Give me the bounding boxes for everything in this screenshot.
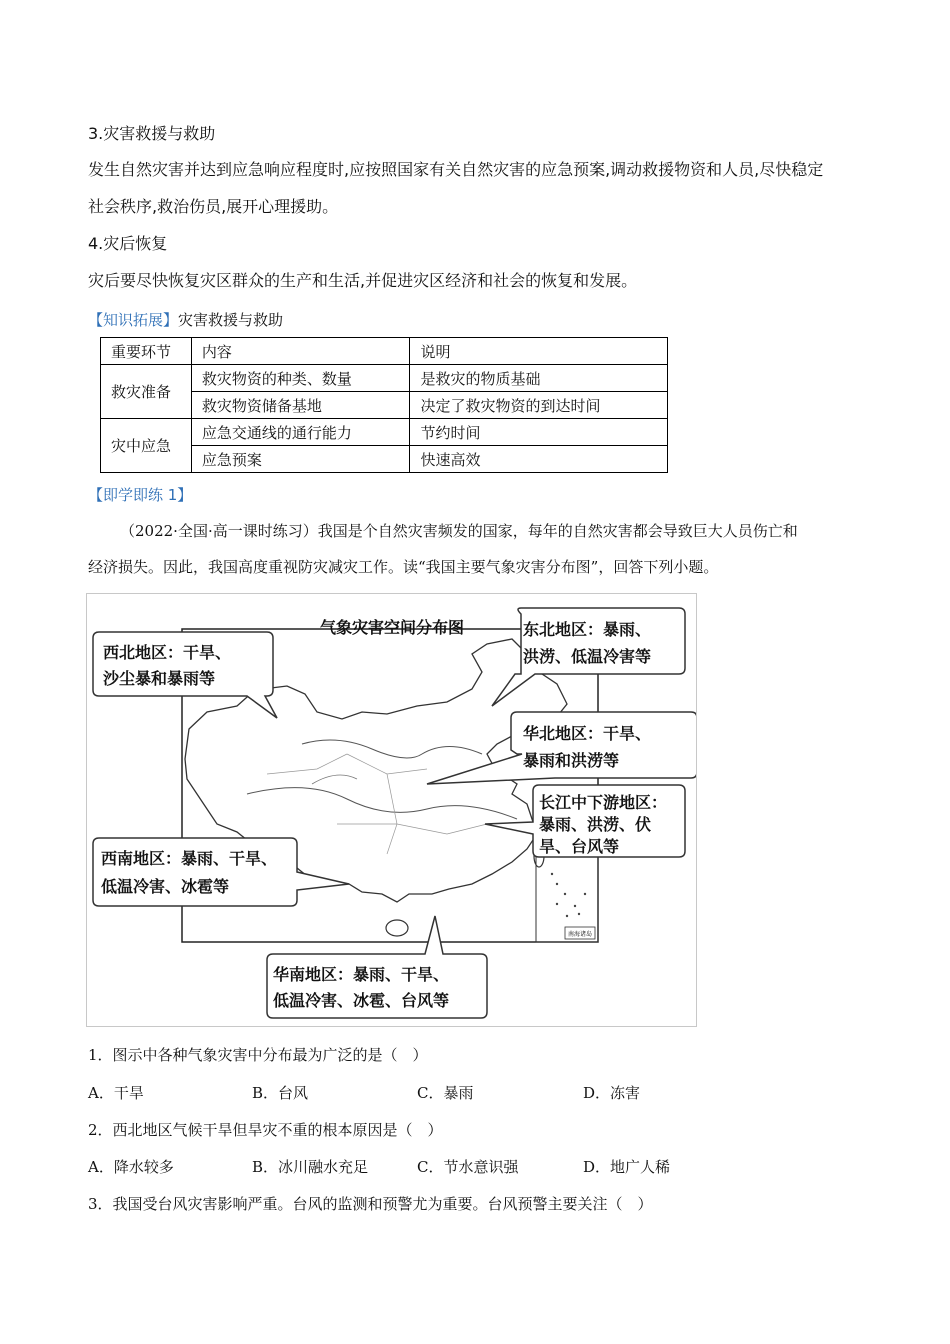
callout-south-china-line2: 低温冷害、冰雹、台风等 xyxy=(273,991,450,1010)
callout-northwest-line1: 西北地区：干旱、 xyxy=(103,643,232,662)
callout-south-china xyxy=(267,916,487,1018)
callout-north-china-bubble xyxy=(427,712,696,784)
yellow-river xyxy=(302,740,482,758)
knowledge-tag: 【知识拓展】 xyxy=(88,311,179,329)
question-2-stem: 2．西北地区气候干旱但旱灾不重的根本原因是（ ） xyxy=(88,1121,443,1139)
map-title: 气象灾害空间分布图 xyxy=(319,618,465,637)
table-header: 说明 xyxy=(410,338,668,365)
question-1-option-d[interactable]: D．冻害 xyxy=(583,1084,641,1102)
table-cell: 应急预案 xyxy=(191,446,410,473)
callout-north-china xyxy=(427,712,696,784)
table-cell: 节约时间 xyxy=(410,419,668,446)
callout-northeast-line1: 东北地区：暴雨、 xyxy=(523,620,652,639)
callout-north-china-line1: 华北地区：干旱、 xyxy=(523,724,652,743)
table-cell: 是救灾的物质基础 xyxy=(410,365,668,392)
table-cell: 应急交通线的通行能力 xyxy=(191,419,410,446)
callout-southwest-line2: 低温冷害、冰雹等 xyxy=(101,877,230,896)
callout-yangtze-line1: 长江中下游地区： xyxy=(539,793,668,812)
river-branch xyxy=(312,775,357,784)
section-3-title: 3.灾害救援与救助 xyxy=(88,124,216,143)
province-lines xyxy=(267,754,487,854)
table-cell: 决定了救灾物资的到达时间 xyxy=(410,392,668,419)
callout-north-china-line2: 暴雨和洪涝等 xyxy=(523,751,620,770)
disaster-map xyxy=(87,594,696,1026)
section-4-title: 4.灾后恢复 xyxy=(88,234,168,253)
table-group-cell: 救灾准备 xyxy=(101,365,192,419)
knowledge-table xyxy=(100,337,668,473)
inset-label: 南海诸岛 xyxy=(567,931,593,938)
callout-south-china-line1: 华南地区：暴雨、干旱、 xyxy=(273,965,450,984)
practice-intro-line2: 经济损失。因此，我国高度重视防灾减灾工作。读“我国主要气象灾害分布图”，回答下列小题。 xyxy=(88,558,719,576)
table-header: 内容 xyxy=(191,338,410,365)
callout-southwest xyxy=(93,838,349,906)
question-1-option-c[interactable]: C．暴雨 xyxy=(417,1084,474,1102)
practice-intro-line1: （2022·全国·高一课时练习）我国是个自然灾害频发的国家，每年的自然灾害都会导致巨大人员伤亡和 xyxy=(120,522,798,540)
yangtze-river xyxy=(247,788,517,819)
question-3-stem: 3．我国受台风灾害影响严重。台风的监测和预警尤为重要。台风预警主要关注（ ） xyxy=(88,1195,653,1213)
table-cell: 救灾物资储备基地 xyxy=(191,392,410,419)
callout-northeast xyxy=(492,608,685,706)
question-1-stem: 1．图示中各种气象灾害中分布最为广泛的是（ ） xyxy=(88,1046,428,1064)
table-row xyxy=(101,365,668,392)
callout-northeast-line2: 洪涝、低温冷害等 xyxy=(523,647,652,666)
callout-northwest xyxy=(93,632,277,718)
south-sea-islands xyxy=(551,873,586,917)
callout-southwest-line1: 西南地区：暴雨、干旱、 xyxy=(101,849,278,868)
table-cell: 救灾物资的种类、数量 xyxy=(191,365,410,392)
section-3-body-line1: 发生自然灾害并达到应急响应程度时,应按照国家有关自然灾害的应急预案,调动救援物资和人员,尽快稳定 xyxy=(88,160,824,179)
knowledge-heading xyxy=(88,309,283,330)
table-header-row xyxy=(101,338,668,365)
section-3-body-line2: 社会秩序,救治伤员,展开心理援助。 xyxy=(88,197,339,216)
question-2-option-a[interactable]: A．降水较多 xyxy=(88,1158,174,1176)
table-group-cell: 灾中应急 xyxy=(101,419,192,473)
practice-tag: 【即学即练 1】 xyxy=(88,486,193,504)
question-2-option-b[interactable]: B．冰川融水充足 xyxy=(252,1158,369,1176)
knowledge-title: 灾害救援与救助 xyxy=(178,311,284,329)
question-2-option-d[interactable]: D．地广人稀 xyxy=(583,1158,671,1176)
callout-yangtze-line2: 暴雨、洪涝、伏 xyxy=(539,815,652,834)
callout-yangtze-line3: 旱、台风等 xyxy=(539,837,620,856)
table-row xyxy=(101,419,668,446)
table-header: 重要环节 xyxy=(101,338,192,365)
question-1-option-b[interactable]: B．台风 xyxy=(252,1084,309,1102)
table-cell: 快速高效 xyxy=(410,446,668,473)
hainan-island xyxy=(386,920,408,936)
question-2-option-c[interactable]: C．节水意识强 xyxy=(417,1158,519,1176)
disaster-map-figure xyxy=(86,593,697,1027)
callout-northwest-line2: 沙尘暴和暴雨等 xyxy=(103,669,216,688)
question-1-option-a[interactable]: A．干旱 xyxy=(88,1084,144,1102)
section-4-body: 灾后要尽快恢复灾区群众的生产和生活,并促进灾区经济和社会的恢复和发展。 xyxy=(88,271,638,290)
